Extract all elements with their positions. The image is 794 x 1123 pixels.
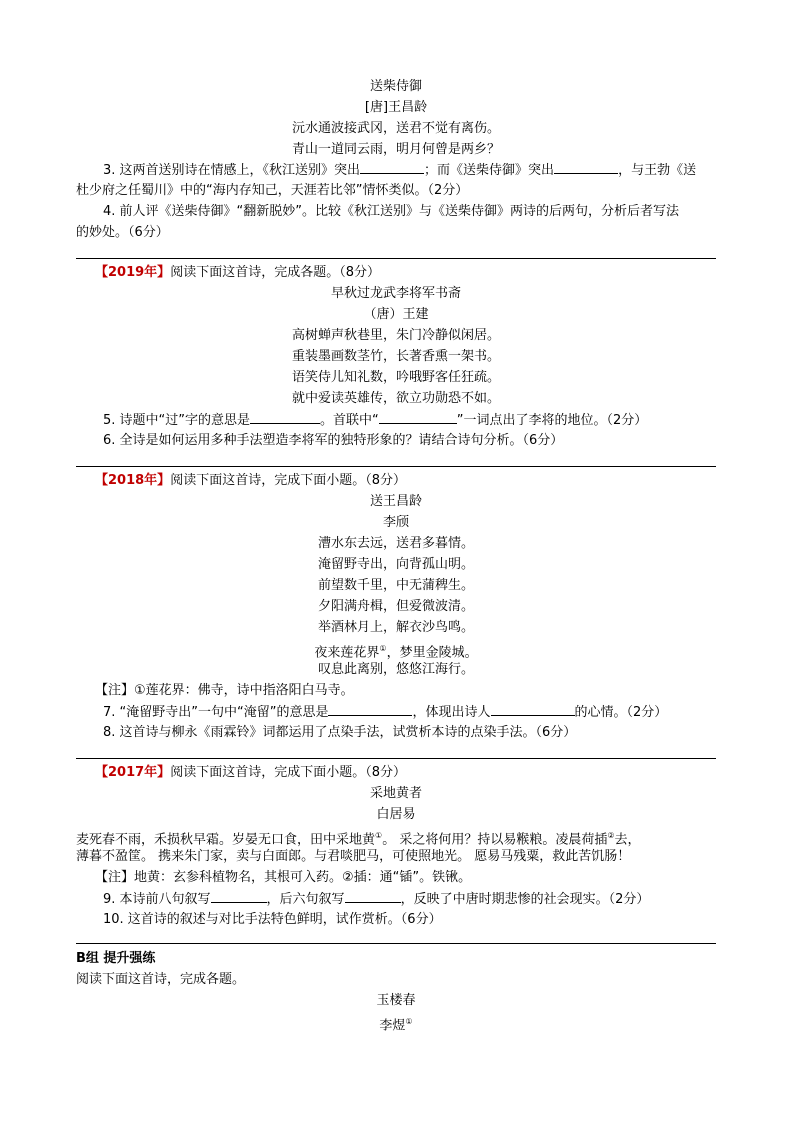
poem-author: （唐）王建 bbox=[363, 307, 429, 322]
poem-title: 玉楼春 bbox=[376, 993, 416, 1008]
poem-line: 前望数千里，中无蒲稗生。 bbox=[317, 578, 474, 593]
answer-blank[interactable] bbox=[360, 161, 424, 174]
question-text: 7. “淹留野寺出”一句中“淹留”的意思是 bbox=[103, 705, 329, 720]
poem-line: 漕水东去远，送君多暮情。 bbox=[317, 536, 474, 551]
poem-title: 早秋过龙武李将军书斋 bbox=[330, 286, 461, 301]
section-divider bbox=[76, 466, 716, 467]
section-2018-intro bbox=[76, 472, 716, 490]
poem-title: 送柴侍御 bbox=[369, 79, 422, 94]
poem-author: 李颀 bbox=[382, 515, 409, 530]
footnote: 【注】地黄：玄参科植物名，其根可入药。②插：通“锸”。铁锹。 bbox=[95, 870, 472, 885]
group-b-heading: B组 提升强练 bbox=[76, 951, 156, 966]
poem-line bbox=[76, 640, 716, 661]
poem-text: 。 采之将何用？持以易糇粮。凌晨荷插 bbox=[382, 832, 608, 848]
intro-text: 阅读下面这首诗，完成各题。（8分） bbox=[170, 265, 380, 280]
section-divider bbox=[76, 943, 716, 944]
question-5 bbox=[76, 411, 716, 429]
footnote-marker: ① bbox=[405, 1017, 413, 1026]
question-text: ，与王勃《送 bbox=[618, 163, 697, 178]
answer-blank[interactable] bbox=[345, 890, 401, 903]
question-4-cont: 的妙处。（6分） bbox=[76, 225, 169, 240]
poem-line: 青山一道同云雨，明月何曾是两乡？ bbox=[291, 142, 500, 157]
question-text: ，体现出诗人 bbox=[412, 705, 491, 720]
poem-line: 高树蝉声秋巷里，朱门冷静似闲居。 bbox=[291, 328, 500, 343]
group-b-intro: 阅读下面这首诗，完成各题。 bbox=[76, 972, 246, 987]
footnote-marker: ① bbox=[379, 644, 387, 653]
poem-line: 夕阳满舟楫，但爱微波清。 bbox=[317, 599, 474, 614]
question-text: ，后六句叙写 bbox=[266, 892, 345, 907]
answer-blank[interactable] bbox=[491, 703, 575, 716]
poem-text: 夜来莲花界 bbox=[314, 645, 380, 661]
section-2017-intro bbox=[76, 764, 716, 782]
question-9 bbox=[76, 890, 716, 908]
poem-line: 语笑侍儿知礼数，吟哦野客任狂疏。 bbox=[291, 370, 500, 385]
question-text: ”一词点出了李将的地位。（2分） bbox=[456, 413, 648, 428]
question-text: ，反映了中唐时期悲惨的社会现实。（2分） bbox=[400, 892, 650, 907]
poem-author: [唐]王昌龄 bbox=[364, 100, 428, 115]
intro-text: 阅读下面这首诗，完成下面小题。（8分） bbox=[170, 473, 406, 488]
poem-body: 薄暮不盈筐。 携来朱门家，卖与白面郎。与君啖肥马，可使照地光。 愿易马残粟，救此苦饥肠！ bbox=[76, 849, 631, 864]
poem-line: 举酒林月上，解衣沙鸟鸣。 bbox=[317, 620, 474, 635]
answer-blank[interactable] bbox=[250, 411, 320, 424]
footnote-marker: ① bbox=[375, 831, 383, 840]
question-10: 10. 这首诗的叙述与对比手法特色鲜明，试作赏析。（6分） bbox=[103, 912, 442, 927]
question-text: 5. 诗题中“过”字的意思是 bbox=[103, 413, 251, 428]
section-2019-intro bbox=[76, 264, 716, 282]
poem-line: 就中爱读英雄传，欲立功勋恐不如。 bbox=[291, 391, 500, 406]
question-3-cont: 杜少府之任蜀川》中的“海内存知己，天涯若比邻”情怀类似。（2分） bbox=[76, 183, 469, 198]
section-divider bbox=[76, 258, 716, 259]
section-divider bbox=[76, 758, 716, 759]
answer-blank[interactable] bbox=[328, 703, 412, 716]
poem-title: 采地黄者 bbox=[369, 786, 422, 801]
year-tag: 【2017年】 bbox=[95, 765, 171, 780]
question-text: 。首联中“ bbox=[320, 413, 379, 428]
answer-blank[interactable] bbox=[379, 411, 457, 424]
year-tag: 【2018年】 bbox=[95, 473, 171, 488]
question-3 bbox=[76, 161, 716, 179]
question-8: 8. 这首诗与柳永《雨霖铃》词都运用了点染手法，试赏析本诗的点染手法。（6分） bbox=[103, 725, 577, 740]
question-text: ；而《送柴侍御》突出 bbox=[424, 163, 555, 178]
poem-line: 沅水通波接武冈，送君不觉有离伤。 bbox=[291, 121, 500, 136]
footnote: 【注】①莲花界：佛寺，诗中指洛阳白马寺。 bbox=[95, 683, 354, 698]
intro-text: 阅读下面这首诗，完成下面小题。（8分） bbox=[170, 765, 406, 780]
poem-line: 重装墨画数茎竹，长著香熏一架书。 bbox=[291, 349, 500, 364]
poem-text: 去， bbox=[614, 832, 641, 848]
poem-title: 送王昌龄 bbox=[369, 494, 422, 509]
question-6: 6. 全诗是如何运用多种手法塑造李将军的独特形象的？请结合诗句分析。（6分） bbox=[103, 433, 564, 448]
poem-line: 淹留野寺出，向背孤山明。 bbox=[317, 557, 474, 572]
poem-author bbox=[76, 1013, 716, 1034]
year-tag: 【2019年】 bbox=[95, 265, 171, 280]
question-7 bbox=[76, 703, 716, 721]
question-text: 3. 这两首送别诗在情感上，《秋江送别》突出 bbox=[103, 163, 361, 178]
author-name: 李煜 bbox=[379, 1018, 406, 1034]
question-text: 9. 本诗前八句叙写 bbox=[103, 892, 211, 907]
poem-line: 叹息此离别，悠悠江海行。 bbox=[317, 662, 474, 677]
question-text: 的心情。（2分） bbox=[574, 705, 668, 720]
poem-text: 麦死春不雨，禾损秋早霜。岁晏无口食，田中采地黄 bbox=[76, 832, 376, 848]
poem-body bbox=[76, 827, 716, 848]
question-4: 4. 前人评《送柴侍御》“翻新脱妙”。比较《秋江送别》与《送柴侍御》两诗的后两句，分析后者写法 bbox=[103, 204, 680, 219]
answer-blank[interactable] bbox=[211, 890, 267, 903]
poem-text: ，梦里金陵城。 bbox=[386, 645, 478, 661]
poem-author: 白居易 bbox=[376, 807, 416, 822]
footnote-marker: ② bbox=[607, 831, 615, 840]
answer-blank[interactable] bbox=[554, 161, 618, 174]
